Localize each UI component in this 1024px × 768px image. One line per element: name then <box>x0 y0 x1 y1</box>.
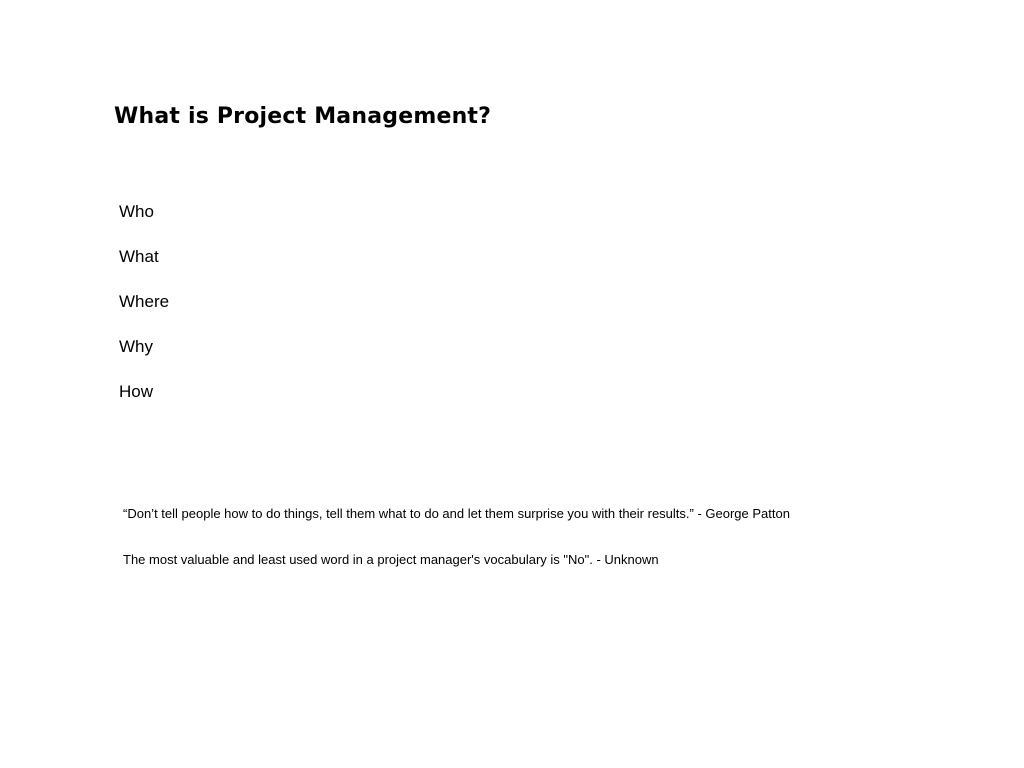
quote-unknown: The most valuable and least used word in a project manager's vocabulary is "No". - Unknown <box>123 552 659 567</box>
question-why: Why <box>119 337 153 356</box>
question-where: Where <box>119 292 170 311</box>
question-list <box>119 201 169 426</box>
quote-patton: “Don’t tell people how to do things, tell them what to do and let them surprise you with their results.” - George Patton <box>123 506 790 521</box>
slide-title: What is Project Management? <box>114 104 492 129</box>
question-how: How <box>119 382 154 401</box>
question-who: Who <box>119 202 154 221</box>
question-what: What <box>119 247 159 266</box>
